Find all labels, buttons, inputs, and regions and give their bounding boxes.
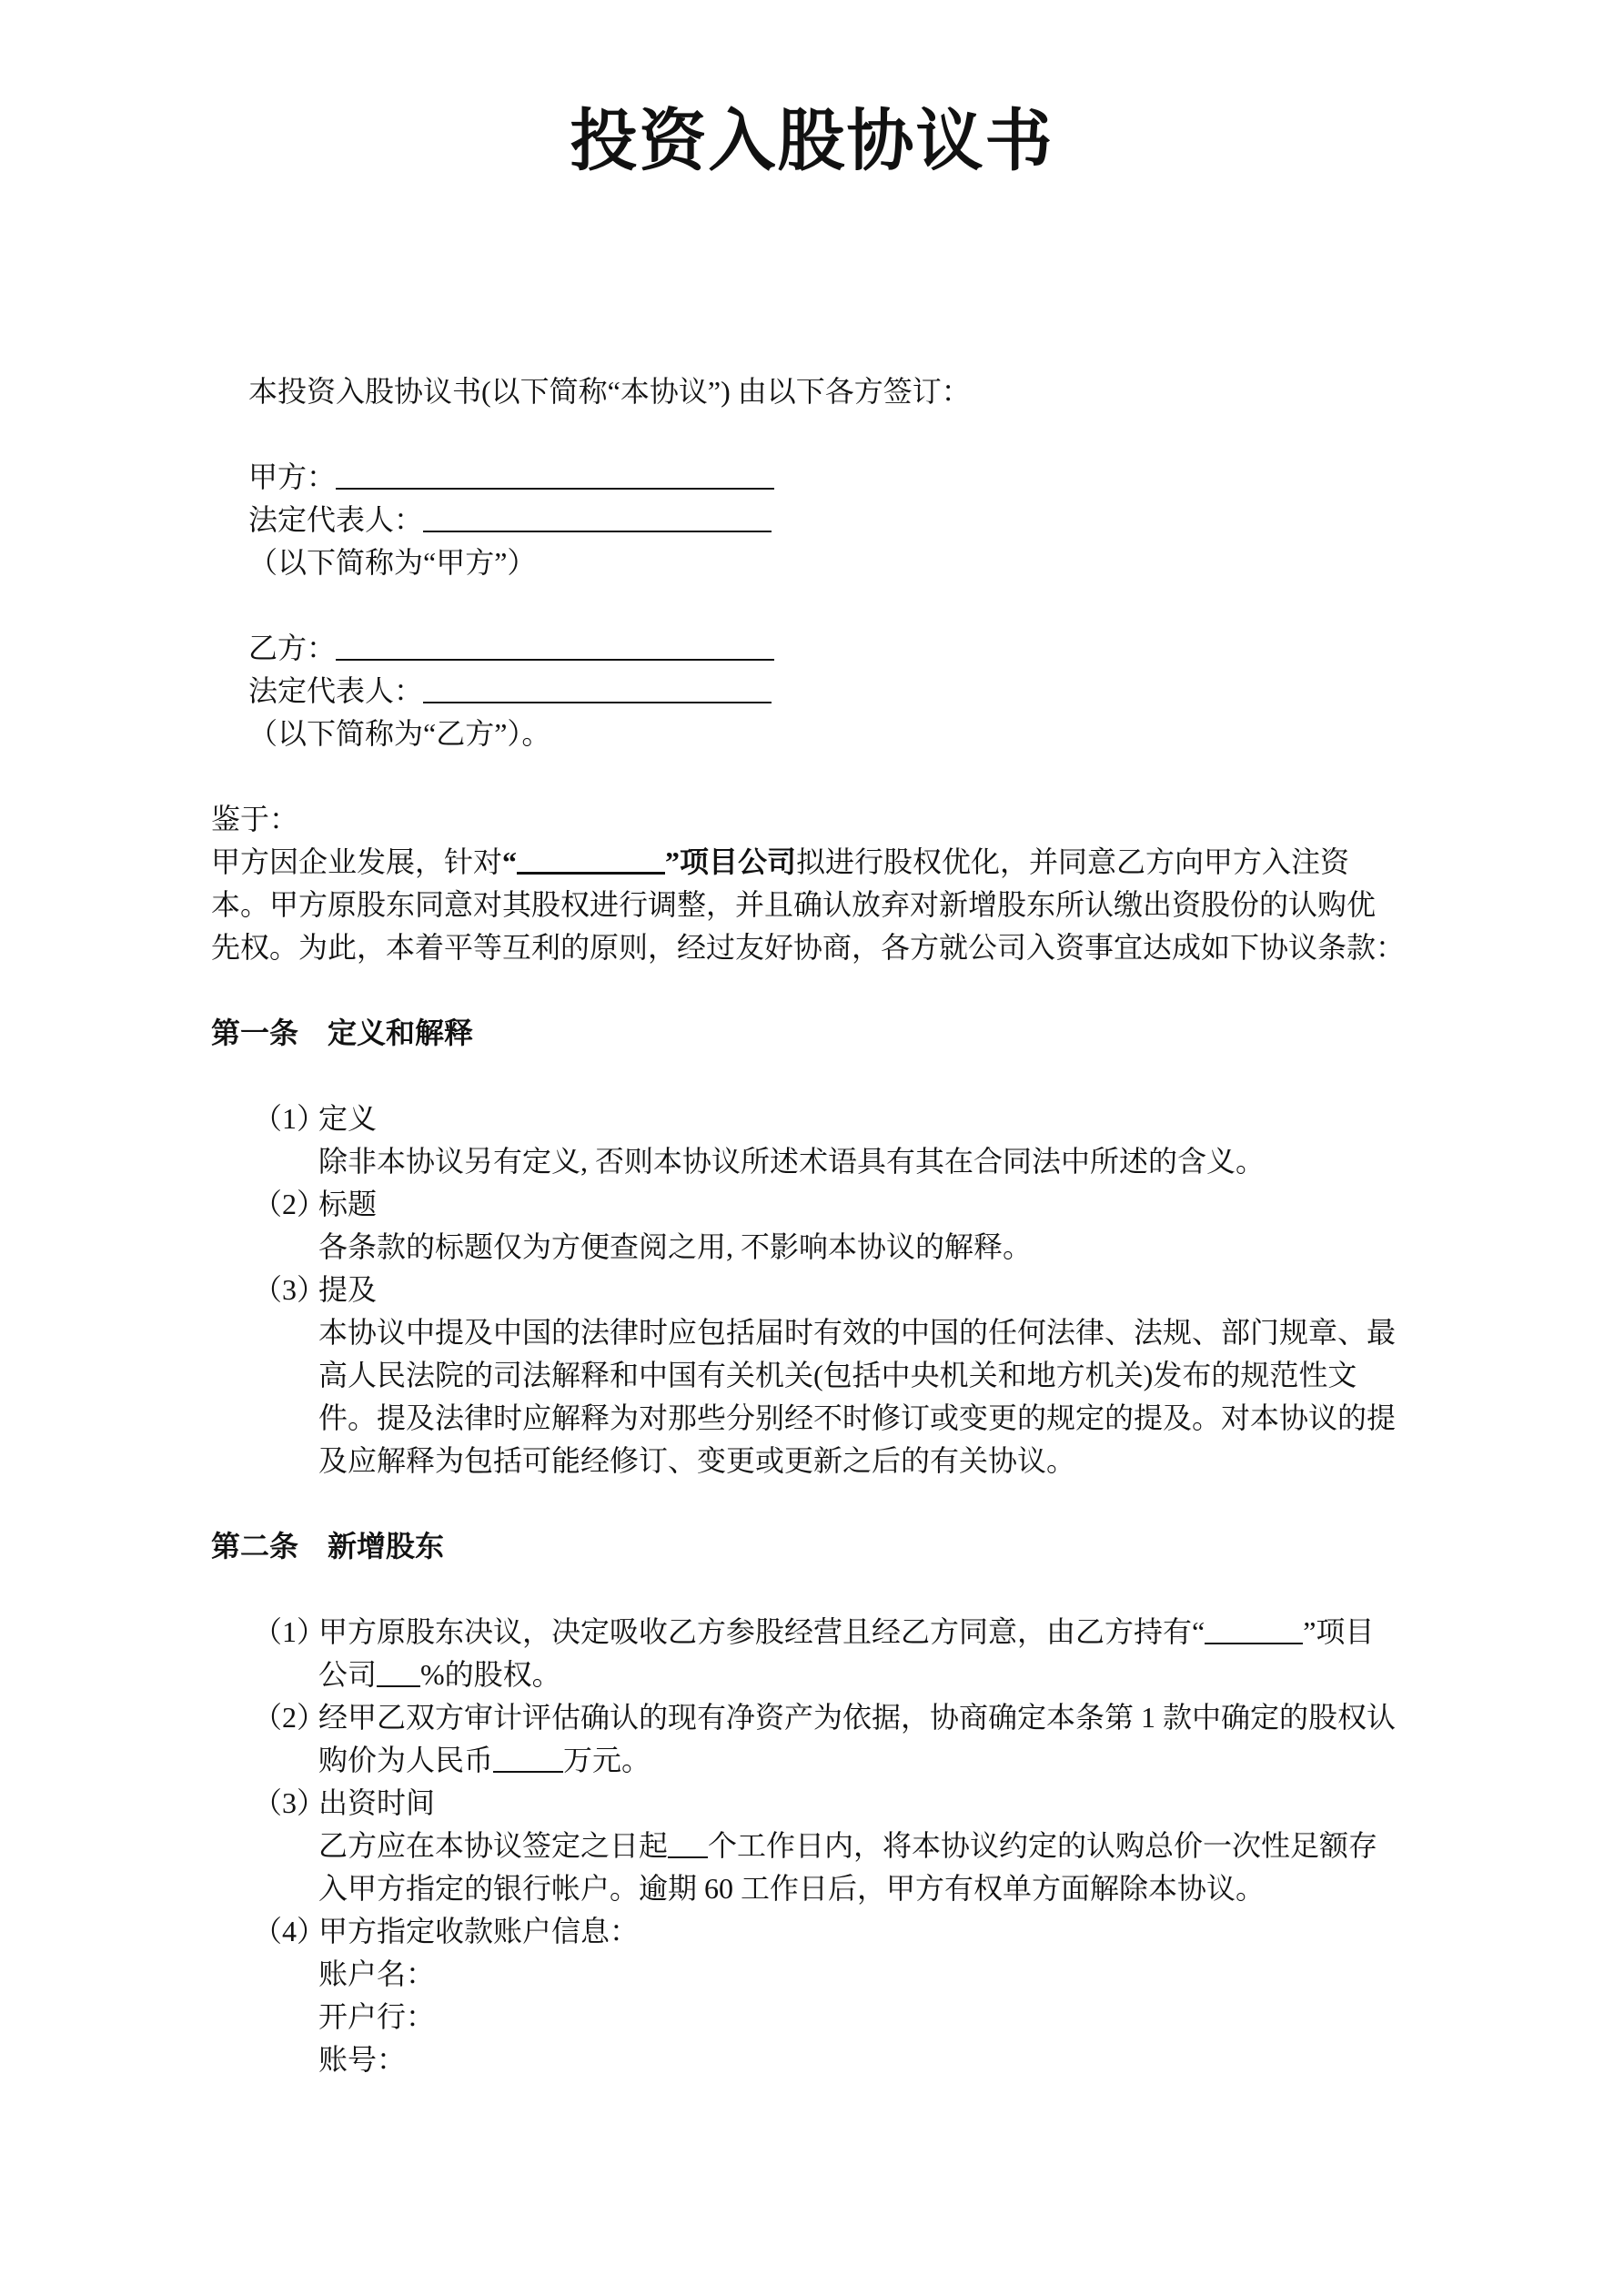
text-run: 除非本协议另有定义, 否则本协议所述术语具有其在合同法中所述的含义。 xyxy=(318,1145,1266,1178)
article-1-item-3-body-line-1 xyxy=(318,1311,1413,1354)
article-2-item-2-line-2 xyxy=(318,1739,1413,1782)
article-2-item-2-line-1 xyxy=(253,1696,1413,1739)
text-run: 个工作日内，将本协议约定的认购总价一次性足额存 xyxy=(708,1829,1378,1862)
text-run: 甲方指定收款账户信息： xyxy=(318,1915,640,1947)
blank-line xyxy=(211,1055,1413,1097)
text-run: 拟进行股权优化，并同意乙方向甲方入注资 xyxy=(796,845,1350,878)
fill-in-blank xyxy=(668,1829,708,1858)
document-body xyxy=(211,370,1413,2081)
text-run: “ xyxy=(502,845,518,878)
fill-in-blank xyxy=(493,1744,563,1773)
party-b-name-line xyxy=(248,627,1413,670)
party-a-alias-line xyxy=(248,541,1413,584)
party-b-alias-line xyxy=(248,713,1413,755)
text-run: 万元。 xyxy=(563,1744,651,1776)
text-run: （以下简称为“甲方”） xyxy=(248,546,537,579)
fill-in-blank xyxy=(423,503,772,532)
text-run: 定义 xyxy=(318,1102,378,1135)
text-run: 乙方应在本协议签定之日起 xyxy=(318,1829,669,1862)
blank-line xyxy=(211,1568,1413,1611)
whereas-line-3 xyxy=(211,926,1413,969)
text-run: 先权。为此，本着平等互利的原则，经过友好协商，各方就公司入资事宜达成如下协议条款： xyxy=(211,931,1406,964)
article-2-heading xyxy=(211,1525,1413,1568)
text-run: 购价为人民币 xyxy=(318,1744,494,1776)
text-run: 经甲乙双方审计评估确认的现有净资产为依据，协商确定本条第 1 款中确定的股权认 xyxy=(318,1701,1397,1734)
text-run: 账户名： xyxy=(318,1957,436,1990)
text-run: %的股权。 xyxy=(420,1658,561,1691)
fill-in-blank xyxy=(336,632,774,661)
item-number-label: （1） xyxy=(253,1102,327,1135)
text-run: 乙方： xyxy=(248,632,337,664)
account-bank-line xyxy=(318,1996,1413,2038)
text-run: 标题 xyxy=(318,1188,378,1220)
article-2-item-3-body-line-1 xyxy=(318,1825,1413,1867)
article-1-item-1-body xyxy=(318,1140,1413,1183)
article-2-item-4-title xyxy=(253,1910,1413,1953)
blank-line xyxy=(211,969,1413,1012)
item-number-label: （3） xyxy=(253,1786,327,1819)
article-2-item-3-body-line-2 xyxy=(318,1867,1413,1910)
article-2-item-1-line-2 xyxy=(318,1654,1413,1696)
text-run: 第一条 定义和解释 xyxy=(211,1017,474,1049)
text-run: 及应解释为包括可能经修订、变更或更新之后的有关协议。 xyxy=(318,1444,1076,1477)
whereas-line-1 xyxy=(211,841,1413,884)
item-number-label: （1） xyxy=(253,1615,327,1648)
item-number-label: （4） xyxy=(253,1915,327,1947)
fill-in-blank xyxy=(336,460,774,490)
text-run: （以下简称为“乙方”）。 xyxy=(248,717,551,750)
text-run: 入甲方指定的银行帐户。逾期 60 工作日后，甲方有权单方面解除本协议。 xyxy=(318,1872,1266,1905)
text-run: 甲方： xyxy=(248,460,337,493)
text-run: 本投资入股协议书(以下简称“本协议”) 由以下各方签订： xyxy=(248,375,971,408)
blank-line xyxy=(211,413,1413,456)
article-1-item-2-body xyxy=(318,1226,1413,1269)
article-1-item-3-title xyxy=(253,1269,1413,1311)
text-run: 提及 xyxy=(318,1273,378,1306)
text-run: 甲方原股东决议，决定吸收乙方参股经营且经乙方同意，由乙方持有“ xyxy=(318,1615,1205,1648)
intro-line xyxy=(248,370,1413,413)
party-b-legal-rep-line xyxy=(248,670,1413,713)
text-run: 第二条 新增股东 xyxy=(211,1530,445,1563)
text-run: 法定代表人： xyxy=(248,503,424,536)
text-run: 高人民法院的司法解释和中国有关机关(包括中央机关和地方机关)发布的规范性文 xyxy=(318,1359,1357,1391)
fill-in-blank xyxy=(423,674,772,703)
text-run: ”项目公司 xyxy=(665,845,797,878)
party-a-legal-rep-line xyxy=(248,499,1413,541)
article-1-item-2-title xyxy=(253,1183,1413,1226)
text-run: 件。提及法律时应解释为对那些分别经不时修订或变更的规定的提及。对本协议的提 xyxy=(318,1401,1397,1434)
item-number-label: （2） xyxy=(253,1701,327,1734)
text-run: 各条款的标题仅为方便查阅之用, 不影响本协议的解释。 xyxy=(318,1230,1033,1263)
article-2-item-3-title xyxy=(253,1782,1413,1825)
account-name-line xyxy=(318,1953,1413,1996)
article-1-heading xyxy=(211,1012,1413,1055)
party-a-name-line xyxy=(248,456,1413,499)
article-1-item-3-body-line-2 xyxy=(318,1354,1413,1397)
text-run: 出资时间 xyxy=(318,1786,436,1819)
text-run: 账号： xyxy=(318,2043,407,2076)
whereas-line-2 xyxy=(211,884,1413,926)
text-run: ”项目 xyxy=(1303,1615,1375,1648)
whereas-label-line xyxy=(211,798,1413,841)
article-1-item-3-body-line-4 xyxy=(318,1440,1413,1482)
fill-in-blank xyxy=(517,845,665,875)
fill-in-blank xyxy=(1205,1615,1303,1644)
text-run: 公司 xyxy=(318,1658,378,1691)
item-number-label: （3） xyxy=(253,1273,327,1306)
blank-line xyxy=(211,1482,1413,1525)
fill-in-blank xyxy=(377,1658,420,1687)
text-run: 本。甲方原股东同意对其股权进行调整，并且确认放弃对新增股东所认缴出资股份的认购优 xyxy=(211,888,1377,921)
text-run: 本协议中提及中国的法律时应包括届时有效的中国的任何法律、法规、部门规章、最 xyxy=(318,1316,1397,1349)
article-1-item-3-body-line-3 xyxy=(318,1397,1413,1440)
item-number-label: （2） xyxy=(253,1188,327,1220)
blank-line xyxy=(211,584,1413,627)
text-run: 甲方因企业发展，针对 xyxy=(211,845,503,878)
account-number-line xyxy=(318,2038,1413,2081)
blank-line xyxy=(211,755,1413,798)
text-run: 鉴于： xyxy=(211,803,299,835)
article-1-item-1-title xyxy=(253,1097,1413,1140)
article-2-item-1-line-1 xyxy=(253,1611,1413,1654)
document-title: 投资入股协议书 xyxy=(570,103,1054,178)
text-run: 开户行： xyxy=(318,2000,436,2033)
text-run: 法定代表人： xyxy=(248,674,424,707)
